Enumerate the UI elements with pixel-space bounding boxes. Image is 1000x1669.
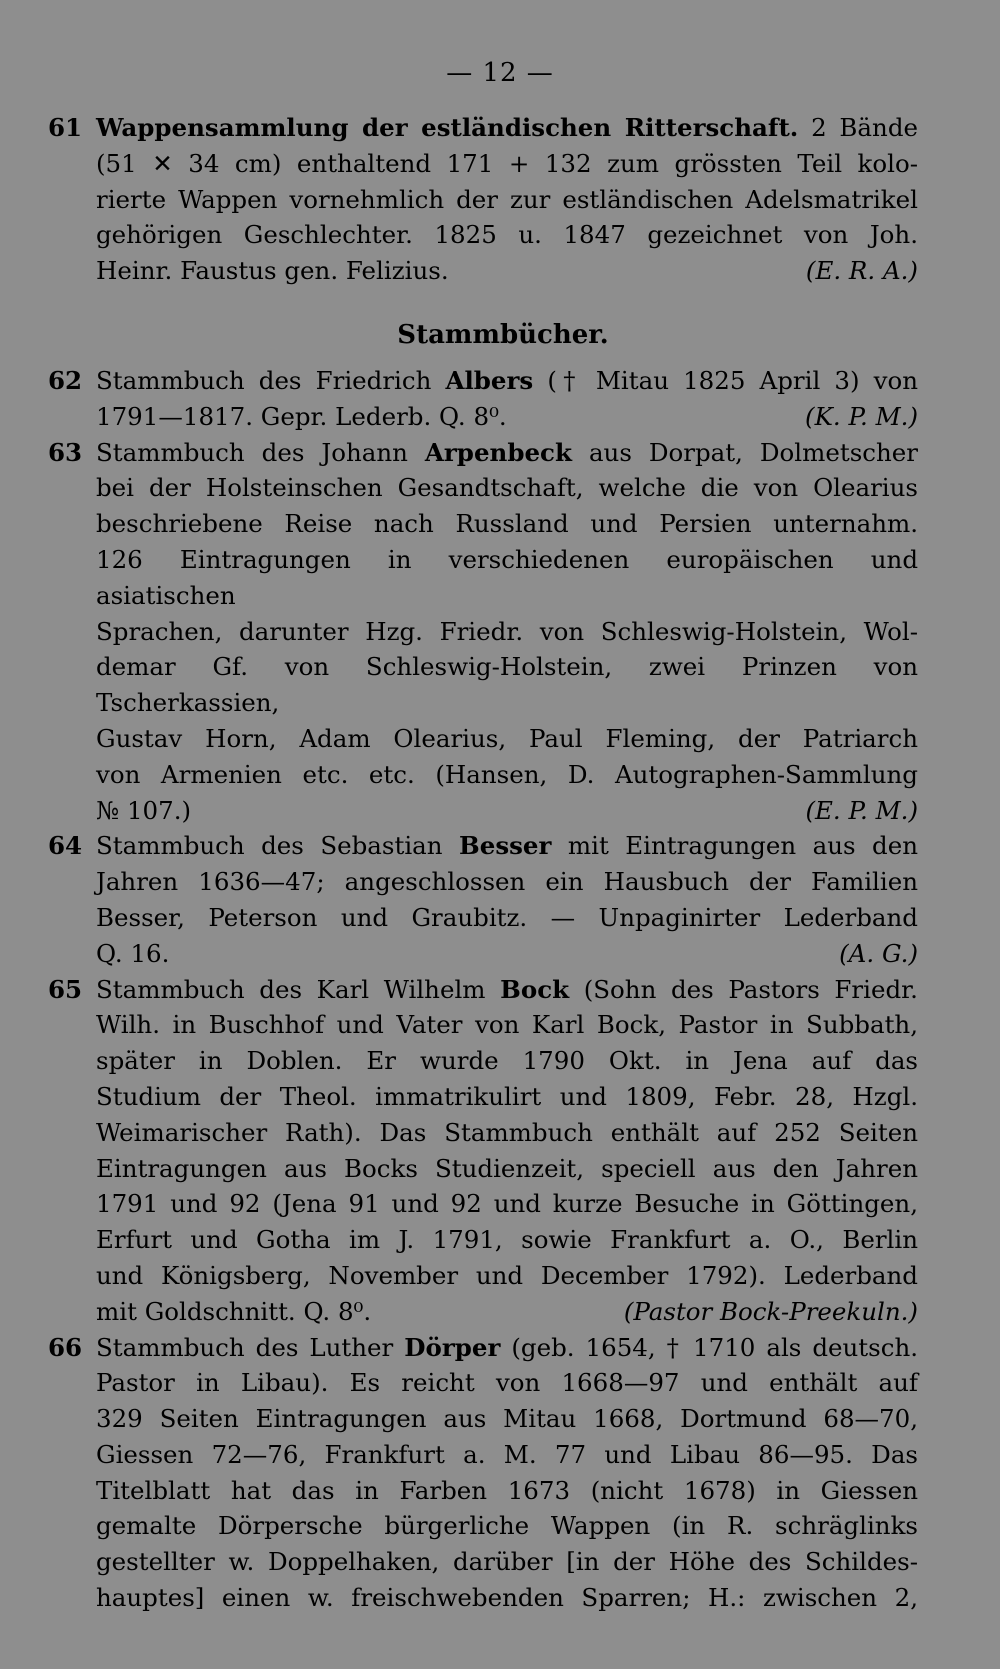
- entry-number: 66: [48, 1332, 83, 1362]
- entry-line: Erfurt und Gotha im J. 1791, sowie Frankfurt a. O., Berlin: [96, 1225, 918, 1255]
- source-abbreviation: (E. R. A.): [805, 256, 918, 286]
- entry-line: [96, 1294, 918, 1330]
- entry-text: mit Goldschnitt. Q. 8⁰.: [96, 1296, 372, 1326]
- entry-name: Albers: [445, 365, 534, 395]
- entry-line: 329 Seiten Eintragungen aus Mitau 1668, Dortmund 68—70,: [96, 1404, 918, 1434]
- section-heading: Stammbücher.: [397, 319, 609, 350]
- page-number: — 12 —: [446, 58, 554, 88]
- catalog-entry-64: [48, 828, 918, 971]
- entry-line: hauptes] einen w. freischwebenden Sparren; H.: zwischen 2,: [96, 1583, 918, 1613]
- source-abbreviation: (E. P. M.): [805, 795, 918, 825]
- entry-line: und Königsberg, November und December 1792). Lederband: [96, 1260, 918, 1290]
- entry-line: [96, 253, 918, 289]
- entry-line: von Armenien etc. etc. (Hansen, D. Autographen-Sammlung: [96, 759, 918, 789]
- entry-line: demar Gf. von Schleswig-Holstein, zwei Prinzen von Tscherkassien,: [96, 652, 918, 718]
- source-abbreviation: (K. P. M.): [805, 401, 918, 431]
- entry-line: Jahren 1636—47; angeschlossen ein Hausbuch der Familien: [96, 867, 918, 897]
- entry-name: Dörper: [404, 1332, 501, 1362]
- entry-line: [96, 110, 918, 146]
- entry-text: mit Eintragungen aus den: [567, 831, 918, 861]
- entry-name: Bock: [500, 974, 570, 1004]
- entry-line: (51 ✕ 34 cm) enthaltend 171 + 132 zum grössten Teil kolo-: [96, 148, 918, 178]
- entry-line: beschriebene Reise nach Russland und Persien unternahm.: [96, 509, 918, 539]
- entry-number: 62: [48, 365, 83, 395]
- entry-line: später in Doblen. Er wurde 1790 Okt. in Jena auf das: [96, 1046, 918, 1076]
- catalog-entry-66: [48, 1330, 918, 1616]
- entry-number: 61: [48, 113, 83, 142]
- entry-text: Stammbuch des Friedrich: [96, 365, 432, 395]
- entry-line: Gustav Horn, Adam Olearius, Paul Fleming, der Patriarch: [96, 723, 918, 753]
- entry-number: 64: [48, 831, 83, 861]
- catalog-entry-65: [48, 972, 918, 1330]
- entry-line: [96, 828, 918, 864]
- entry-text: Q. 16.: [96, 938, 170, 968]
- entry-line: rierte Wappen vornehmlich der zur estländischen Adelsmatrikel: [96, 184, 918, 214]
- entry-line: gehörigen Geschlechter. 1825 u. 1847 gezeichnet von Joh.: [96, 220, 918, 250]
- catalog-entries: [48, 110, 918, 1616]
- entry-line: Giessen 72—76, Frankfurt a. M. 77 und Libau 86—95. Das: [96, 1439, 918, 1469]
- entry-text: № 107.): [96, 795, 192, 825]
- entry-text: Stammbuch des Luther: [96, 1332, 394, 1362]
- source-abbreviation: (Pastor Bock-Preekuln.): [623, 1296, 918, 1326]
- catalog-entry-62: [48, 363, 918, 435]
- entry-text: Stammbuch des Johann: [96, 437, 408, 467]
- entry-line: Besser, Peterson und Graubitz. — Unpaginirter Lederband: [96, 902, 918, 932]
- entry-line: [96, 936, 918, 972]
- entry-line: Pastor in Libau). Es reicht von 1668—97 und enthält auf: [96, 1368, 918, 1398]
- catalog-entry-63: [48, 435, 918, 829]
- entry-text: Stammbuch des Sebastian: [96, 831, 443, 861]
- source-abbreviation: (A. G.): [839, 938, 918, 968]
- entry-text: (Sohn des Pastors Friedr.: [583, 974, 918, 1004]
- entry-line: [96, 793, 918, 829]
- entry-number: 65: [48, 974, 83, 1004]
- entry-line: [96, 435, 918, 471]
- entry-line: Studium der Theol. immatrikulirt und 1809, Febr. 28, Hzgl.: [96, 1081, 918, 1111]
- entry-number: 63: [48, 437, 83, 467]
- entry-line: [96, 972, 918, 1008]
- entry-line: Titelblatt hat das in Farben 1673 (nicht 1678) in Giessen: [96, 1475, 918, 1505]
- entry-line: [96, 363, 918, 399]
- entry-line: 126 Eintragungen in verschiedenen europäischen und asiatischen: [96, 544, 918, 610]
- entry-name: Besser: [459, 831, 552, 861]
- entry-text: Stammbuch des Karl Wilhelm: [96, 974, 486, 1004]
- entry-line: Wilh. in Buschhof und Vater von Karl Bock, Pastor in Subbath,: [96, 1010, 918, 1040]
- entry-line: 1791 und 92 (Jena 91 und 92 und kurze Besuche in Göttingen,: [96, 1189, 918, 1219]
- entry-line: Sprachen, darunter Hzg. Friedr. von Schleswig-Holstein, Wol-: [96, 616, 918, 646]
- entry-line: Eintragungen aus Bocks Studienzeit, speciell aus den Jahren: [96, 1153, 918, 1183]
- entry-line: [96, 1330, 918, 1366]
- entry-line: Weimarischer Rath). Das Stammbuch enthält auf 252 Seiten: [96, 1117, 918, 1147]
- entry-title: Wappensammlung der estländischen Ritterschaft.: [96, 113, 799, 142]
- catalog-entry-61: [48, 110, 918, 289]
- entry-text: (geb. 1654, † 1710 als deutsch.: [511, 1332, 919, 1362]
- entry-line: gestellter w. Doppelhaken, darüber [in der Höhe des Schildes-: [96, 1547, 918, 1577]
- entry-text: († Mitau 1825 April 3) von: [547, 365, 918, 395]
- entry-text: aus Dorpat, Dolmetscher: [588, 437, 918, 467]
- entry-name: Arpenbeck: [424, 437, 572, 467]
- entry-text: Heinr. Faustus gen. Felizius.: [96, 256, 449, 286]
- entry-line: bei der Holsteinschen Gesandtschaft, welche die von Olearius: [96, 473, 918, 503]
- entry-text: 2 Bände: [811, 113, 919, 142]
- entry-line: [96, 399, 918, 435]
- entry-text: 1791—1817. Gepr. Lederb. Q. 8⁰.: [96, 401, 507, 431]
- entry-line: gemalte Dörpersche bürgerliche Wappen (in R. schräglinks: [96, 1511, 918, 1541]
